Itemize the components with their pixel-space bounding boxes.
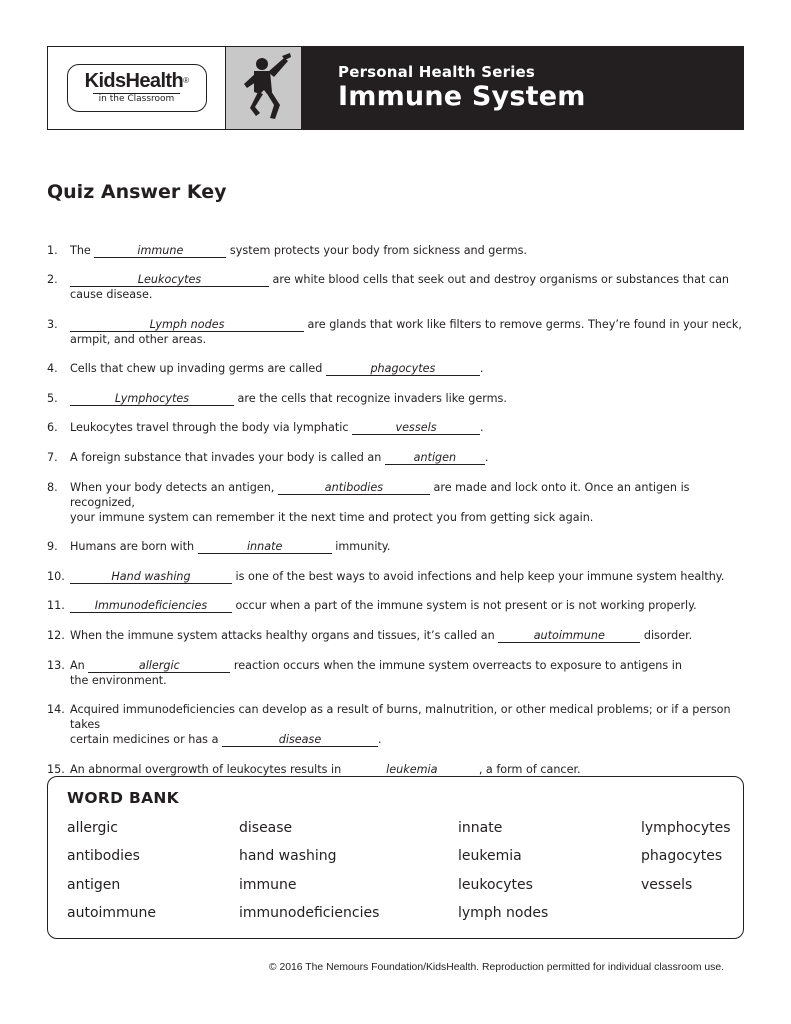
answer-blank — [94, 245, 226, 258]
word-bank-item: lymph nodes — [458, 905, 549, 921]
answer-text: phagocytes — [370, 362, 436, 376]
question-text: An — [70, 658, 89, 672]
question-number: 7. — [47, 450, 58, 464]
word-bank-title: WORD BANK — [67, 789, 179, 807]
word-bank-item: disease — [239, 820, 293, 836]
word-bank-item: autoimmune — [67, 905, 157, 921]
answer-text: innate — [246, 540, 283, 554]
question-number: 11. — [47, 599, 65, 613]
answer-text: antigen — [413, 450, 457, 464]
question-text: reaction occurs when the immune system overreacts to exposure to antigens in — [230, 658, 682, 672]
question-4 — [47, 361, 747, 376]
logo-subtitle: in the Classroom — [93, 93, 181, 105]
question-6 — [47, 420, 747, 435]
word-bank-item: hand washing — [239, 848, 337, 864]
question-1 — [47, 243, 747, 258]
question-12 — [47, 628, 747, 643]
question-text: When the immune system attacks healthy organs and tissues, it’s called an — [70, 628, 499, 642]
question-number: 8. — [47, 480, 58, 494]
question-text: . — [479, 362, 484, 376]
header-photo — [226, 47, 302, 129]
question-text: The — [70, 244, 95, 257]
question-text: Humans are born with — [70, 540, 198, 554]
logo-name: KidsHealth — [84, 70, 184, 92]
answer-blank — [88, 660, 230, 673]
answer-blank — [352, 422, 480, 435]
question-10 — [47, 569, 747, 584]
word-bank-item: lymphocytes — [641, 820, 731, 836]
word-bank-item: immune — [239, 877, 297, 893]
question-number: 5. — [47, 391, 58, 405]
question-text: are white blood cells that seek out and destroy organisms or substances that can — [269, 273, 730, 286]
answer-blank — [70, 274, 269, 287]
answer-blank — [70, 600, 232, 613]
answer-text: antibodies — [324, 480, 384, 494]
question-text: A foreign substance that invades your body is called an — [70, 450, 385, 464]
question-text: armpit, and other areas. — [70, 332, 207, 346]
answer-text: Lymph nodes — [149, 317, 225, 331]
logo-area — [48, 47, 226, 129]
logo-registered-mark: ® — [183, 76, 189, 85]
question-14 — [47, 702, 747, 747]
word-bank-item: antibodies — [67, 848, 140, 864]
question-8 — [47, 480, 747, 525]
answer-text: Lymphocytes — [114, 391, 190, 405]
page-title: Immune System — [338, 81, 586, 112]
question-number: 10. — [47, 569, 65, 583]
question-15 — [47, 762, 747, 777]
series-title: Personal Health Series — [338, 63, 536, 81]
word-bank-item: phagocytes — [641, 848, 723, 864]
question-text: . — [484, 450, 489, 464]
question-number: 13. — [47, 658, 65, 672]
answer-blank — [70, 571, 232, 584]
question-number: 14. — [47, 703, 65, 717]
title-area — [302, 47, 743, 129]
question-text: immunity. — [331, 540, 391, 554]
question-text: are glands that work like filters to remove germs. They’re found in your neck, — [304, 317, 742, 331]
answer-blank — [326, 363, 480, 376]
answer-blank — [498, 630, 640, 643]
question-number: 4. — [47, 362, 58, 376]
question-text: cause disease. — [70, 288, 153, 301]
question-text: . — [377, 733, 382, 747]
question-text: certain medicines or has a — [70, 733, 222, 747]
question-11 — [47, 598, 747, 613]
word-bank-item: vessels — [641, 877, 693, 893]
answer-blank — [222, 734, 378, 747]
question-text: your immune system can remember it the next time and protect you from getting sick again. — [70, 510, 594, 524]
question-text: disorder. — [640, 628, 693, 642]
answer-text: leukemia — [386, 762, 438, 776]
answer-text: vessels — [395, 421, 437, 435]
question-text: Acquired immunodeficiencies can develop as a result of burns, malnutrition, or other medical problems; or if a person takes — [70, 703, 731, 732]
copyright-footer: © 2016 The Nemours Foundation/KidsHealth. Reproduction permitted for individual classroom use. — [268, 962, 724, 973]
section-title: Quiz Answer Key — [47, 181, 227, 203]
question-number: 3. — [47, 317, 58, 331]
question-number: 12. — [47, 628, 65, 642]
question-number: 15. — [47, 762, 65, 776]
question-text: . — [480, 421, 484, 435]
answer-blank — [345, 764, 479, 777]
question-2 — [47, 272, 747, 302]
answer-text: Hand washing — [111, 569, 191, 583]
question-3 — [47, 317, 747, 347]
question-text: are made and lock onto it. Once an antigen is recognized, — [70, 480, 690, 509]
answer-text: autoimmune — [533, 628, 605, 642]
question-5 — [47, 391, 747, 406]
answer-blank — [278, 482, 430, 495]
question-text: is one of the best ways to avoid infections and help keep your immune system healthy. — [232, 569, 725, 583]
kidshealth-logo — [67, 64, 207, 112]
question-9 — [47, 539, 747, 554]
jumping-kid-silhouette-icon — [234, 50, 294, 126]
word-bank-item: leukocytes — [458, 877, 533, 893]
question-text: When your body detects an antigen, — [70, 480, 278, 494]
answer-blank — [198, 541, 332, 554]
answer-blank — [70, 393, 234, 406]
answer-text: disease — [278, 733, 322, 747]
header-banner — [47, 46, 744, 130]
question-text: An abnormal overgrowth of leukocytes results in — [70, 762, 345, 776]
question-7 — [47, 450, 747, 465]
answer-text: allergic — [138, 658, 180, 672]
question-text: , a form of cancer. — [478, 762, 581, 776]
answer-text: Leukocytes — [137, 273, 202, 286]
question-text: are the cells that recognize invaders like germs. — [234, 391, 507, 405]
quiz-list — [47, 243, 747, 791]
word-bank-item: antigen — [67, 877, 121, 893]
question-text: Leukocytes travel through the body via lymphatic — [70, 421, 353, 435]
question-text: Cells that chew up invading germs are called — [70, 362, 326, 376]
question-text: system protects your body from sickness and germs. — [226, 244, 527, 257]
word-bank-item: allergic — [67, 820, 118, 836]
word-bank-item: innate — [458, 820, 503, 836]
question-number: 1. — [47, 244, 58, 257]
question-13 — [47, 658, 747, 688]
answer-blank — [385, 452, 485, 465]
answer-text: Immunodeficiencies — [94, 599, 208, 613]
question-text: the environment. — [70, 673, 167, 687]
question-number: 9. — [47, 540, 58, 554]
word-bank-item: leukemia — [458, 848, 522, 864]
answer-blank — [70, 319, 304, 332]
question-text: occur when a part of the immune system is not present or is not working properly. — [232, 599, 697, 613]
word-bank-item: immunodeficiencies — [239, 905, 380, 921]
answer-text: immune — [137, 244, 184, 257]
question-number: 2. — [47, 273, 58, 286]
word-bank — [47, 776, 744, 939]
question-number: 6. — [47, 421, 58, 435]
